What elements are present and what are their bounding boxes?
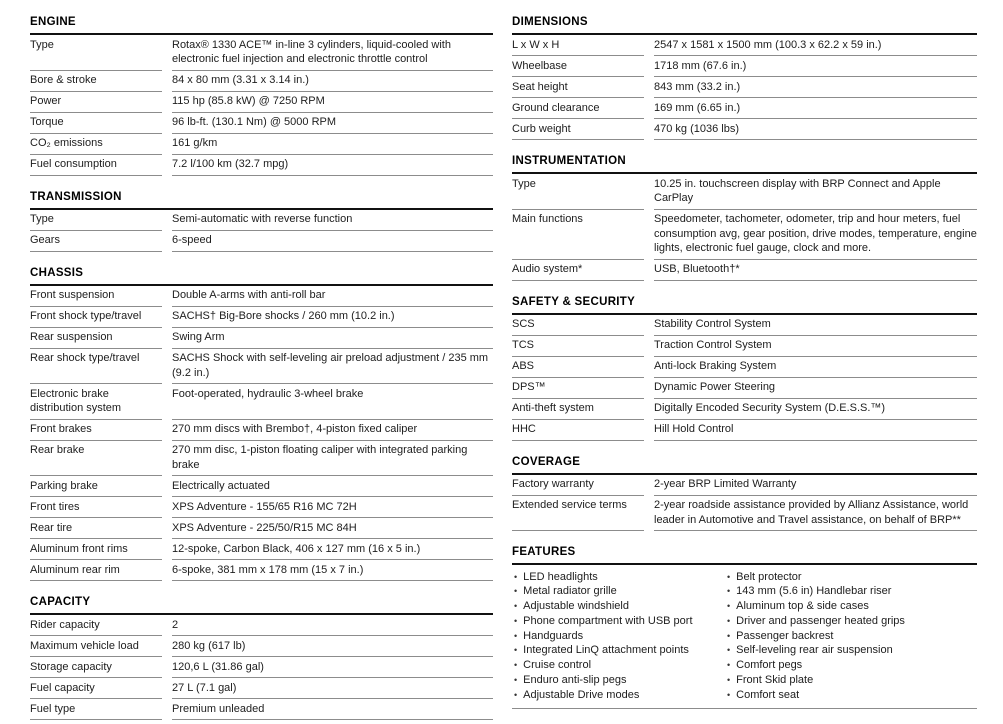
spec-section-transmission [30,189,493,252]
spec-row [30,420,493,441]
feature-label: Front Skid plate [736,674,814,687]
left-column [30,14,493,714]
spec-section-chassis [30,265,493,582]
spec-value: 6-spoke, 381 mm x 178 mm (15 x 7 in.) [172,560,493,581]
spec-label: ABS [512,357,644,378]
feature-label: Phone compartment with USB port [523,614,693,627]
spec-row [30,71,493,92]
bullet-icon: • [727,571,731,582]
spec-label: Curb weight [512,119,644,140]
spec-row [512,357,977,378]
spec-label: Rider capacity [30,615,162,636]
spec-value: 12-spoke, Carbon Black, 406 x 127 mm (16 x 5 in.) [172,539,493,560]
spec-value: 169 mm (6.65 in.) [654,98,977,119]
spec-value: 270 mm discs with Brembo†, 4-piston fixed caliper [172,420,493,441]
spec-value: 120,6 L (31.86 gal) [172,657,493,678]
spec-row [512,399,977,420]
spec-row [30,615,493,636]
spec-label: Wheelbase [512,56,644,77]
spec-label: Front brakes [30,420,162,441]
spec-value: Electrically actuated [172,476,493,497]
bullet-icon: • [727,689,731,700]
spec-row [30,328,493,349]
spec-row [30,210,493,231]
spec-label: Anti-theft system [512,399,644,420]
feature-item [512,628,717,643]
spec-value: 2-year roadside assistance provided by Allianz Assistance, world leader in Automotive and Travel assistance, on behalf of BRP** [654,496,977,532]
spec-value: Anti-lock Braking System [654,357,977,378]
bullet-icon: • [514,615,518,626]
feature-label: Comfort pegs [736,659,803,672]
bullet-icon: • [514,630,518,641]
spec-label: Gears [30,231,162,252]
spec-value: 470 kg (1036 lbs) [654,119,977,140]
spec-section-dimensions [512,14,977,140]
spec-value: 2-year BRP Limited Warranty [654,475,977,496]
spec-value: 96 lb-ft. (130.1 Nm) @ 5000 RPM [172,113,493,134]
spec-section-instrumentation [512,153,977,281]
spec-value: 161 g/km [172,134,493,155]
feature-label: LED headlights [523,570,598,583]
spec-row [30,560,493,581]
feature-item [512,687,717,702]
spec-row [512,336,977,357]
spec-label: Fuel type [30,699,162,720]
feature-label: Integrated LinQ attachment points [523,644,689,657]
spec-label: Aluminum front rims [30,539,162,560]
spec-row [30,231,493,252]
spec-value: Dynamic Power Steering [654,378,977,399]
feature-label: Passenger backrest [736,629,834,642]
feature-item [725,673,977,688]
spec-row [30,476,493,497]
feature-item [725,658,977,673]
feature-item [512,673,717,688]
spec-row [512,77,977,98]
spec-value: 115 hp (85.8 kW) @ 7250 RPM [172,92,493,113]
spec-row [512,98,977,119]
feature-item [725,613,977,628]
spec-label: Parking brake [30,476,162,497]
feature-item [725,643,977,658]
section-title: TRANSMISSION [30,189,493,210]
feature-item [512,599,717,614]
spec-row [30,92,493,113]
spec-value: 2 [172,615,493,636]
features-column [512,569,717,702]
section-title: CAPACITY [30,594,493,615]
spec-row [30,307,493,328]
spec-section-features [512,544,977,709]
spec-row [512,475,977,496]
spec-value: 2547 x 1581 x 1500 mm (100.3 x 62.2 x 59 in.) [654,35,977,56]
spec-value: 27 L (7.1 gal) [172,678,493,699]
spec-value: Hill Hold Control [654,420,977,441]
bullet-icon: • [514,586,518,597]
spec-value: Stability Control System [654,315,977,336]
spec-label: Ground clearance [512,98,644,119]
spec-value: XPS Adventure - 225/50/R15 MC 84H [172,518,493,539]
feature-label: Enduro anti-slip pegs [523,674,627,687]
feature-label: Metal radiator grille [523,585,617,598]
spec-value: Speedometer, tachometer, odometer, trip and hour meters, fuel consumption avg, gear position, drive modes, temperature, engine lights, electronic fuel gauge, clock and more. [654,210,977,260]
spec-label: Main functions [512,210,644,260]
feature-item [725,569,977,584]
spec-row [30,657,493,678]
spec-label: DPS™ [512,378,644,399]
feature-label: Handguards [523,629,584,642]
spec-row [512,56,977,77]
spec-value: 1718 mm (67.6 in.) [654,56,977,77]
feature-item [512,613,717,628]
feature-item [725,628,977,643]
right-column [512,14,977,714]
spec-row [512,174,977,210]
bullet-icon: • [514,675,518,686]
feature-label: Driver and passenger heated grips [736,614,905,627]
spec-value: 280 kg (617 lb) [172,636,493,657]
feature-item [512,658,717,673]
spec-label: Fuel capacity [30,678,162,699]
spec-label: TCS [512,336,644,357]
spec-value: SACHS† Big-Bore shocks / 260 mm (10.2 in.) [172,307,493,328]
features-list [512,565,977,709]
spec-row [512,119,977,140]
bullet-icon: • [514,645,518,656]
spec-row [30,286,493,307]
spec-row [30,497,493,518]
spec-value: XPS Adventure - 155/65 R16 MC 72H [172,497,493,518]
spec-value: 7.2 l/100 km (32.7 mpg) [172,155,493,176]
spec-label: HHC [512,420,644,441]
spec-row [30,699,493,720]
feature-label: Adjustable Drive modes [523,688,640,701]
feature-label: Aluminum top & side cases [736,600,869,613]
spec-row [30,384,493,420]
spec-label: Type [512,174,644,210]
section-title: INSTRUMENTATION [512,153,977,174]
spec-label: SCS [512,315,644,336]
spec-value: Traction Control System [654,336,977,357]
spec-value: Digitally Encoded Security System (D.E.S.S.™) [654,399,977,420]
spec-label: Factory warranty [512,475,644,496]
spec-section-capacity [30,594,493,720]
spec-label: Audio system* [512,260,644,281]
spec-label: Rear suspension [30,328,162,349]
spec-section-coverage [512,454,977,532]
spec-label: Rear tire [30,518,162,539]
spec-label: Front tires [30,497,162,518]
spec-section-engine [30,14,493,176]
feature-item [725,584,977,599]
feature-label: Adjustable windshield [523,600,629,613]
spec-row [512,378,977,399]
spec-row [30,134,493,155]
bullet-icon: • [514,689,518,700]
spec-label: Rear brake [30,441,162,477]
bullet-icon: • [727,660,731,671]
bullet-icon: • [727,645,731,656]
spec-label: Aluminum rear rim [30,560,162,581]
spec-value: Double A-arms with anti-roll bar [172,286,493,307]
spec-label: Type [30,35,162,71]
spec-value: Semi-automatic with reverse function [172,210,493,231]
spec-label: Bore & stroke [30,71,162,92]
spec-value: Swing Arm [172,328,493,349]
spec-row [30,349,493,385]
feature-label: Self-leveling rear air suspension [736,644,893,657]
bullet-icon: • [727,615,731,626]
spec-row [512,420,977,441]
feature-item [512,569,717,584]
spec-label: Storage capacity [30,657,162,678]
feature-item [512,584,717,599]
spec-label: Power [30,92,162,113]
bullet-icon: • [514,660,518,671]
bullet-icon: • [514,571,518,582]
spec-label: Type [30,210,162,231]
spec-row [30,441,493,477]
section-title: FEATURES [512,544,977,565]
spec-row [512,315,977,336]
bullet-icon: • [514,601,518,612]
spec-value: 270 mm disc, 1-piston floating caliper with integrated parking brake [172,441,493,477]
bullet-icon: • [727,586,731,597]
spec-value: SACHS Shock with self-leveling air preload adjustment / 235 mm (9.2 in.) [172,349,493,385]
spec-value: 6-speed [172,231,493,252]
spec-row [30,155,493,176]
feature-item [725,599,977,614]
section-title: SAFETY & SECURITY [512,294,977,315]
spec-value: USB, Bluetooth†* [654,260,977,281]
feature-label: Belt protector [736,570,802,583]
bullet-icon: • [727,675,731,686]
spec-row [30,678,493,699]
spec-value: Foot-operated, hydraulic 3-wheel brake [172,384,493,420]
spec-value: Rotax® 1330 ACE™ in-line 3 cylinders, liquid-cooled with electronic fuel injection and electronic throttle control [172,35,493,71]
feature-item [725,687,977,702]
spec-label: Torque [30,113,162,134]
feature-label: 143 mm (5.6 in) Handlebar riser [736,585,892,598]
section-title: COVERAGE [512,454,977,475]
spec-label: Fuel consumption [30,155,162,176]
spec-row [30,518,493,539]
spec-label: Maximum vehicle load [30,636,162,657]
spec-label: Rear shock type/travel [30,349,162,385]
spec-value: 843 mm (33.2 in.) [654,77,977,98]
spec-value: 10.25 in. touchscreen display with BRP Connect and Apple CarPlay [654,174,977,210]
spec-row [512,496,977,532]
feature-label: Cruise control [523,659,592,672]
feature-item [512,643,717,658]
features-column [725,569,977,702]
section-title: DIMENSIONS [512,14,977,35]
spec-row [512,260,977,281]
spec-row [512,35,977,56]
section-title: CHASSIS [30,265,493,286]
section-title: ENGINE [30,14,493,35]
spec-value: Premium unleaded [172,699,493,720]
spec-label: Front shock type/travel [30,307,162,328]
spec-label: L x W x H [512,35,644,56]
spec-row [30,636,493,657]
spec-label: CO₂ emissions [30,134,162,155]
spec-row [30,539,493,560]
spec-value: 84 x 80 mm (3.31 x 3.14 in.) [172,71,493,92]
spec-row [512,210,977,260]
bullet-icon: • [727,630,731,641]
spec-label: Seat height [512,77,644,98]
spec-label: Electronic brake distribution system [30,384,162,420]
feature-label: Comfort seat [736,688,800,701]
spec-row [30,35,493,71]
bullet-icon: • [727,601,731,612]
spec-label: Extended service terms [512,496,644,532]
spec-section-safety-security [512,294,977,441]
spec-row [30,113,493,134]
spec-label: Front suspension [30,286,162,307]
